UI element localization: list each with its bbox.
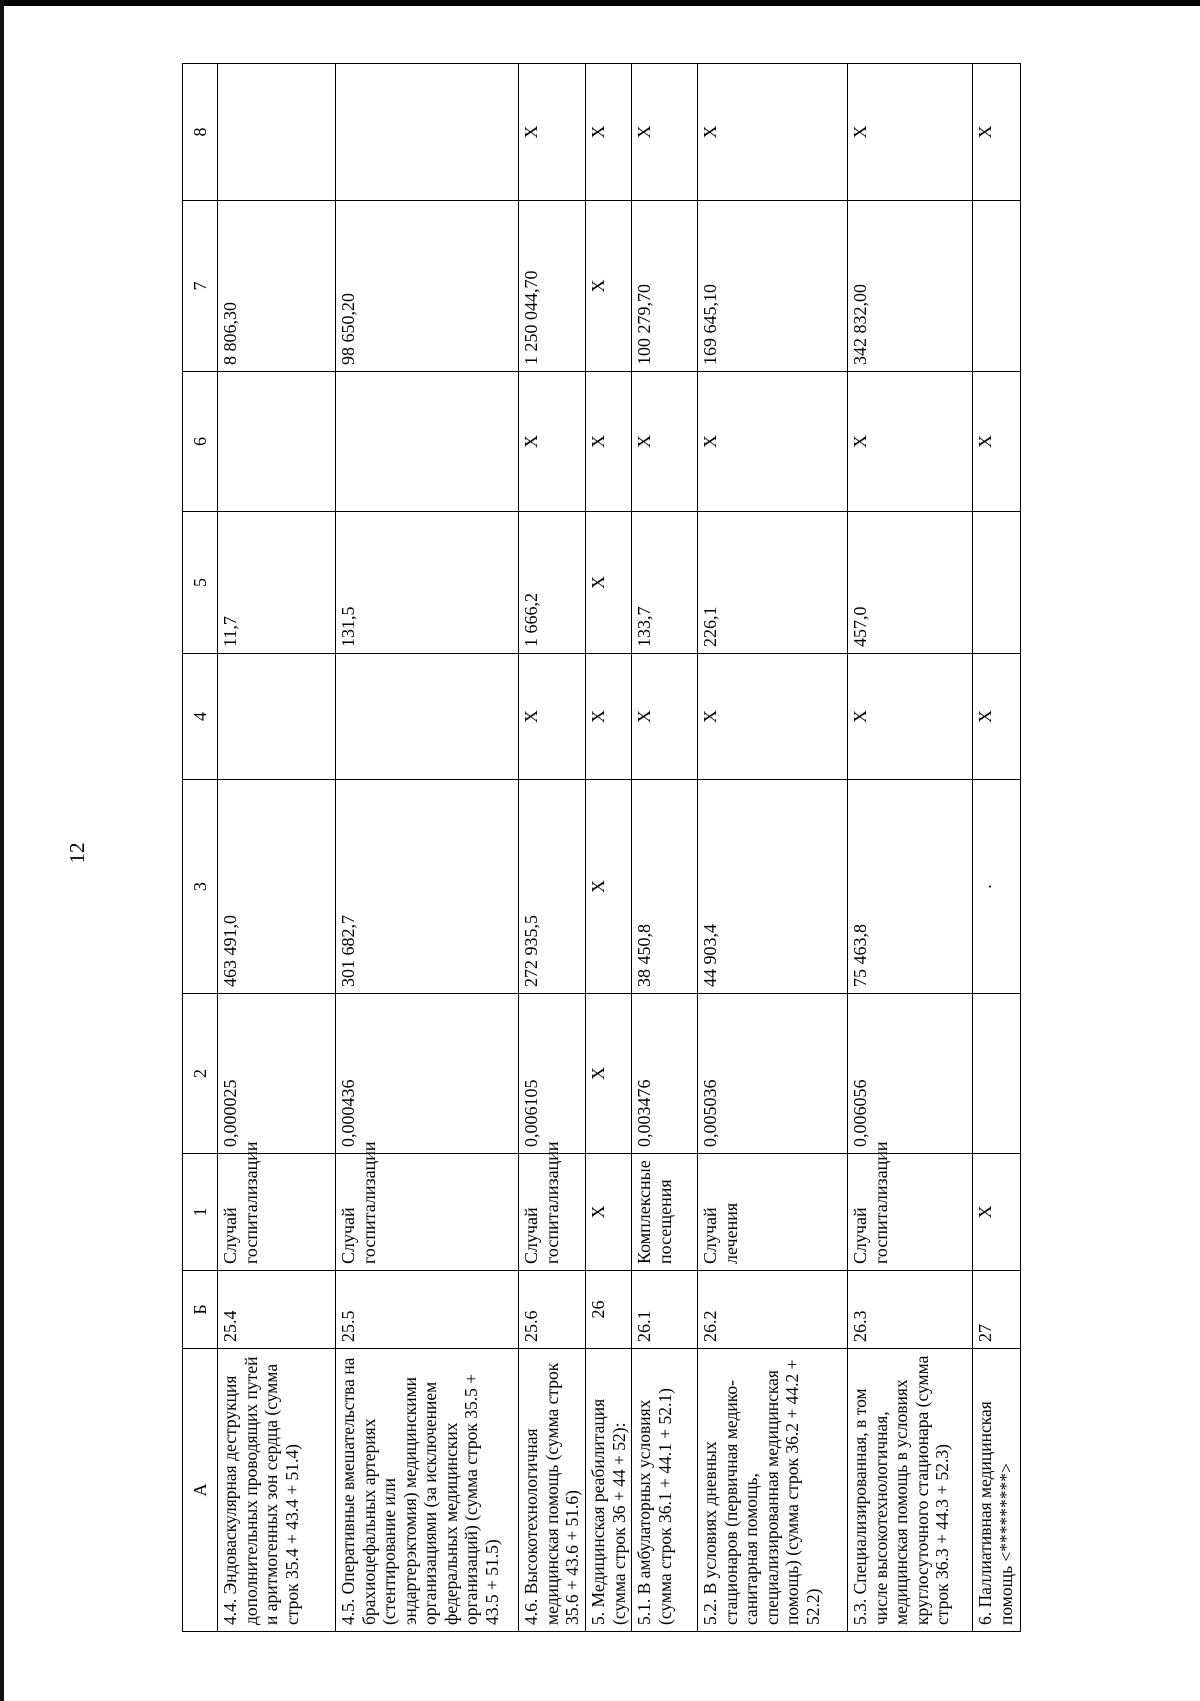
header-cell: 7: [183, 201, 218, 372]
cell-col4: X: [848, 654, 973, 780]
cell-col6: X: [848, 372, 973, 512]
header-cell: 1: [183, 1154, 218, 1271]
cell-col6: [336, 372, 519, 512]
cell-row-code: 26.2: [698, 1271, 848, 1349]
header-cell: 8: [183, 64, 218, 201]
header-cell: 6: [183, 372, 218, 512]
cell-name: 5.1. В амбулаторных условиях (сумма строк 36.1 + 44.1 + 52.1): [632, 1349, 698, 1632]
cell-col3: 38 450,8: [632, 780, 698, 994]
cell-col5: 457,0: [848, 512, 973, 654]
cell-col6: X: [586, 372, 632, 512]
table-row: [218, 64, 336, 1632]
cell-col7: 169 645,10: [698, 201, 848, 372]
cell-col6: X: [698, 372, 848, 512]
cell-row-code: 25.5: [336, 1271, 519, 1349]
table-row: [632, 64, 698, 1632]
cell-unit: X: [586, 1154, 632, 1271]
header-cell: 3: [183, 780, 218, 994]
cell-col8: X: [586, 64, 632, 201]
cell-row-code: 26: [586, 1271, 632, 1349]
scan-edge-top: [0, 0, 1200, 6]
cell-name: 4.4. Эндоваскулярная деструкция дополнительных проводящих путей и аритмогенных зон сердца (сумма строк 35.4 + 43.4 + 51.4): [218, 1349, 336, 1632]
cell-col2: X: [586, 994, 632, 1154]
cell-col6: [218, 372, 336, 512]
table-row: [698, 64, 848, 1632]
cell-row-code: 25.4: [218, 1271, 336, 1349]
header-cell: 5: [183, 512, 218, 654]
cell-col2: 0,006105: [519, 994, 586, 1154]
cell-col6: X: [519, 372, 586, 512]
cell-col2: 0,000025: [218, 994, 336, 1154]
cell-col4: X: [698, 654, 848, 780]
cell-col3: 301 682,7: [336, 780, 519, 994]
cell-col5: 1 666,2: [519, 512, 586, 654]
cell-col5: 133,7: [632, 512, 698, 654]
cell-name: 5. Медицинская реабилитация (сумма строк 36 + 44 + 52):: [586, 1349, 632, 1632]
cell-col2: 0,000436: [336, 994, 519, 1154]
cell-col5: 131,5: [336, 512, 519, 654]
cell-row-code: 25.6: [519, 1271, 586, 1349]
cell-col5: 226,1: [698, 512, 848, 654]
cell-col4: X: [632, 654, 698, 780]
cell-row-code: 27: [973, 1271, 1021, 1349]
cell-col3: 44 903,4: [698, 780, 848, 994]
cell-unit: Случай госпитализации: [336, 1154, 519, 1271]
header-cell: A: [183, 1349, 218, 1632]
cell-col2: 0,006056: [848, 994, 973, 1154]
table-row: [586, 64, 632, 1632]
cell-col3: 272 935,5: [519, 780, 586, 994]
cell-col2: 0,005036: [698, 994, 848, 1154]
cell-col8: [336, 64, 519, 201]
cell-col7: 100 279,70: [632, 201, 698, 372]
table-row: [336, 64, 519, 1632]
cell-unit: Случай госпитализации: [218, 1154, 336, 1271]
cell-unit: Случай госпитализации: [848, 1154, 973, 1271]
cell-unit: X: [973, 1154, 1021, 1271]
cell-col8: X: [973, 64, 1021, 201]
cell-name: 4.5. Оперативные вмешательства на брахиоцефальных артериях (стентирование или эндартерэктомия) медицинскими организациями (за исключением федеральных медицинских организаций) (сумма строк 35.5 + 43.5 + 51.5): [336, 1349, 519, 1632]
cell-col6: X: [973, 372, 1021, 512]
cell-col6: X: [632, 372, 698, 512]
cell-col3: X: [586, 780, 632, 994]
cell-unit: Комплексные посещения: [632, 1154, 698, 1271]
cell-col7: 342 832,00: [848, 201, 973, 372]
cell-col3: .: [973, 780, 1021, 994]
cell-col3: 75 463,8: [848, 780, 973, 994]
cell-col5: X: [586, 512, 632, 654]
scan-edge-left: [0, 0, 4, 1701]
table-row: [848, 64, 973, 1632]
header-cell: Б: [183, 1271, 218, 1349]
cell-col8: X: [519, 64, 586, 201]
cell-name: 4.6. Высокотехнологичная медицинская помощь (сумма строк 35.6 + 43.6 + 51.6): [519, 1349, 586, 1632]
cell-name: 5.3. Специализированная, в том числе высокотехнологичная, медицинская помощь в условиях круглосуточного стационара (сумма строк 36.3 + 44.3 + 52.3): [848, 1349, 973, 1632]
cell-col4: X: [519, 654, 586, 780]
cell-col4: [336, 654, 519, 780]
header-cell: 2: [183, 994, 218, 1154]
cell-row-code: 26.1: [632, 1271, 698, 1349]
cell-row-code: 26.3: [848, 1271, 973, 1349]
cell-col4: [218, 654, 336, 780]
cell-col3: 463 491,0: [218, 780, 336, 994]
cell-name: 5.2. В условиях дневных стационаров (первичная медико-санитарная помощь, специализированная медицинская помощь) (сумма строк 36.2 + 44.2 + 52.2): [698, 1349, 848, 1632]
table-row: [973, 64, 1021, 1632]
cell-unit: Случай лечения: [698, 1154, 848, 1271]
cell-col8: X: [698, 64, 848, 201]
cell-col8: X: [848, 64, 973, 201]
cell-col4: X: [973, 654, 1021, 780]
cell-col5: 11,7: [218, 512, 336, 654]
cell-name: 6. Паллиативная медицинская помощь <*********>: [973, 1349, 1021, 1632]
cell-col2: [973, 994, 1021, 1154]
cell-col2: 0,003476: [632, 994, 698, 1154]
cell-unit: Случай госпитализации: [519, 1154, 586, 1271]
header-row: [183, 64, 218, 1632]
cell-col8: [218, 64, 336, 201]
cell-col5: [973, 512, 1021, 654]
cell-col8: X: [632, 64, 698, 201]
cell-col7: [973, 201, 1021, 372]
page-number: 12: [65, 842, 89, 864]
cell-col7: 8 806,30: [218, 201, 336, 372]
data-table: [182, 63, 1021, 1632]
cell-col7: X: [586, 201, 632, 372]
cell-col4: X: [586, 654, 632, 780]
cell-col7: 98 650,20: [336, 201, 519, 372]
cell-col7: 1 250 044,70: [519, 201, 586, 372]
header-cell: 4: [183, 654, 218, 780]
table-row: [519, 64, 586, 1632]
rotated-table-container: [182, 64, 1020, 1632]
